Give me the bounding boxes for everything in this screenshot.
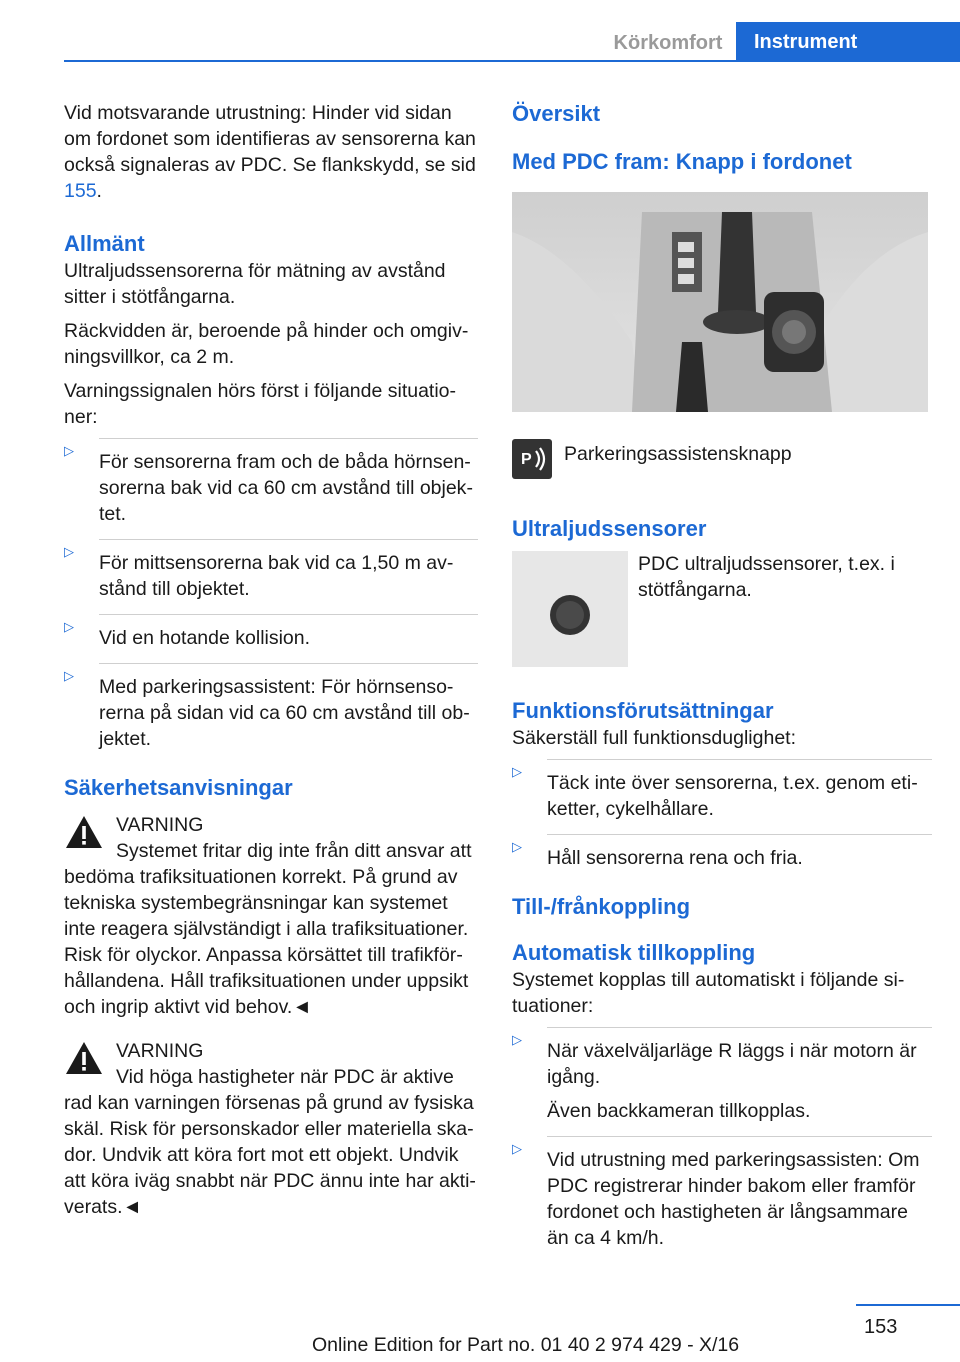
list-item-text: Med parkeringsassistent: För hörnsensorerna på sidan vid ca 60 cm avstånd till objektet.: [99, 676, 470, 750]
pdc-button-icon: [512, 439, 552, 479]
list-item: [512, 759, 932, 822]
list-item-text: Vid utrustning med parkeringsassisten: Om PDC registrerar hinder bakom eller framför fordonet och hastigheten är långsammare än ca 4 km/h.: [547, 1149, 920, 1249]
subsection-title-auto: Automatisk tillkoppling: [512, 940, 756, 965]
right-column: [512, 96, 932, 1263]
section-title-safety: Säkerhetsanvisningar: [64, 775, 293, 800]
triangle-right-icon: ▷: [512, 1141, 522, 1156]
list-item-subtext: Även backkameran tillkopplas.: [547, 1100, 811, 1122]
footer-rule: [856, 1304, 960, 1306]
triangle-right-icon: ▷: [512, 1032, 522, 1047]
button-caption: [512, 439, 932, 489]
list-item-text: När växelväljarläge R läggs i när motorn är igång.: [547, 1040, 917, 1088]
situation-list: [64, 438, 478, 752]
list-item-text: Vid en hotande kollision.: [99, 627, 311, 649]
list-item: [64, 539, 478, 602]
subsection-title-func: Funktionsförutsättningar: [512, 698, 774, 723]
warning-text: bedöma trafiksituationen korrekt. På grund av tekniska systembegränsningar kan systemet inte reagera självständigt i alla trafiksituationer. Risk för olyckor. Anpassa körsättet till trafikförhållandena. Håll trafiksituationen under uppsikt och ingrip aktivt vid behov.◄: [64, 866, 469, 1018]
tab-instrument[interactable]: Instrument: [736, 22, 960, 62]
warning-text: rad kan varningen försenas på grund av fysiska skäl. Risk för personskador eller materiella skador. Undvik att köra fort mot ett objekt. Undvik att köra iväg snabbt när PDC ännu inte har aktiverats.◄: [64, 1092, 476, 1218]
sensor-figure: [512, 551, 932, 671]
allmant-p2: Räckvidden är, beroende på hinder och omgivningsvillkor, ca 2 m.: [64, 320, 469, 368]
warning-first-line: Vid höga hastigheter när PDC är aktive: [116, 1066, 454, 1088]
auto-paragraph: Systemet kopplas till automatiskt i följande situationer:: [512, 969, 905, 1017]
allmant-p3: Varningssignalen hörs först i följande situationer:: [64, 380, 457, 428]
warning-triangle-icon: [64, 812, 104, 852]
triangle-right-icon: ▷: [64, 619, 74, 634]
warning-block-2: [64, 1038, 478, 1220]
triangle-right-icon: ▷: [64, 544, 74, 559]
list-item: [64, 438, 478, 527]
footer-edition: Online Edition for Part no. 01 40 2 974 429 - X/16: [312, 1334, 740, 1356]
list-item-text: För mittsensorerna bak vid ca 1,50 m avstånd till objektet.: [99, 552, 454, 600]
warning-heading: VARNING: [116, 814, 204, 836]
func-paragraph: Säkerställ full funktionsduglighet:: [512, 727, 796, 749]
triangle-right-icon: ▷: [512, 839, 522, 854]
sensor-photo: [512, 551, 628, 667]
intro-end: .: [96, 180, 102, 202]
section-title-oversikt: Översikt: [512, 101, 601, 126]
list-item-text: Täck inte över sensorerna, t.ex. genom etiketter, cykelhållare.: [547, 772, 918, 820]
allmant-p1: Ultraljudssensorerna för mätning av avstånd sitter i stötfångarna.: [64, 260, 446, 308]
warning-heading: VARNING: [116, 1040, 204, 1062]
section-title-allmant: Allmänt: [64, 231, 145, 256]
intro-text: Vid motsvarande utrustning: Hinder vid sidan om fordonet som identifieras av sensorerna kan också signaleras av PDC. Se flankskydd, se sid: [64, 102, 476, 176]
warning-triangle-icon: [64, 1038, 104, 1078]
warning-first-line: Systemet fritar dig inte från ditt ansvar att: [116, 840, 472, 862]
page-number: 153: [864, 1316, 898, 1338]
section-title-onoff: Till-/frånkoppling: [512, 894, 691, 919]
list-item: [64, 663, 478, 752]
tab-korkomfort[interactable]: Körkomfort: [613, 31, 723, 54]
list-item: [512, 1136, 932, 1251]
triangle-right-icon: ▷: [64, 668, 74, 683]
sensor-text: PDC ultraljudssensorer, t.ex. i stötfångarna.: [638, 553, 895, 601]
auto-list: [512, 1027, 932, 1251]
page-link[interactable]: 155: [64, 180, 97, 202]
triangle-right-icon: ▷: [512, 764, 522, 779]
list-item-text: För sensorerna fram och de båda hörnsensorerna bak vid ca 60 cm avstånd till objektet.: [99, 451, 473, 525]
triangle-right-icon: ▷: [64, 443, 74, 458]
left-column: [64, 100, 478, 1234]
list-item: [64, 614, 478, 651]
list-item-text: Håll sensorerna rena och fria.: [547, 847, 803, 869]
svg-text:P: P: [521, 451, 532, 468]
warning-block-1: [64, 812, 478, 1020]
subsection-title-pdc: Med PDC fram: Knapp i fordonet: [512, 149, 852, 174]
subsection-title-sensors: Ultraljudssensorer: [512, 516, 707, 541]
center-console-photo: [512, 192, 928, 412]
caption-text: Parkeringsassistensknapp: [564, 443, 792, 465]
intro-paragraph: [64, 100, 478, 204]
list-item: [512, 834, 932, 871]
header-rule: [64, 60, 960, 62]
func-list: [512, 759, 932, 871]
list-item: [512, 1027, 932, 1124]
